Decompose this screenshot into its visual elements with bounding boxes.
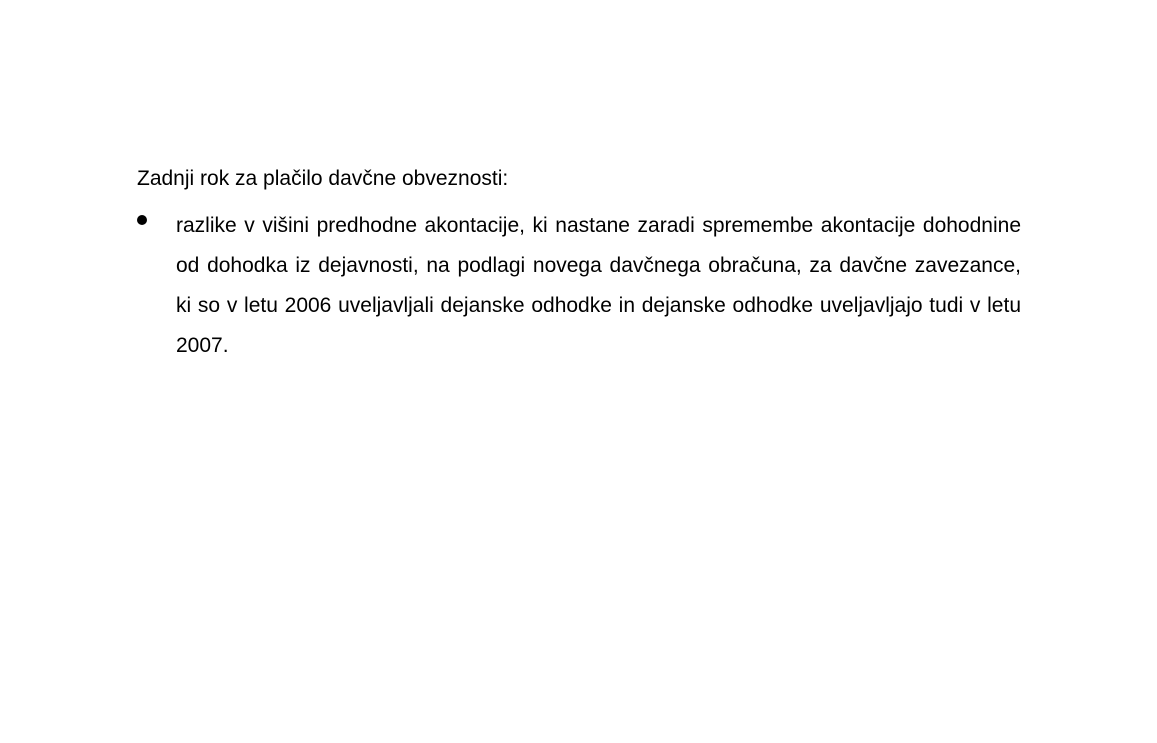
bullet-text: razlike v višini predhodne akontacije, ki nastane zaradi spremembe akontacije dohodnine od dohodka iz dejavnosti, na podlagi novega davčnega obračuna, za davčne zavezance, ki so v letu 2006 uveljavljali dejanske odhodke in dejanske odhodke uveljavljajo tudi v letu 2007.	[176, 214, 1021, 357]
document-heading: Zadnji rok za plačilo davčne obveznosti:	[137, 167, 509, 190]
bullet-icon	[137, 215, 147, 225]
